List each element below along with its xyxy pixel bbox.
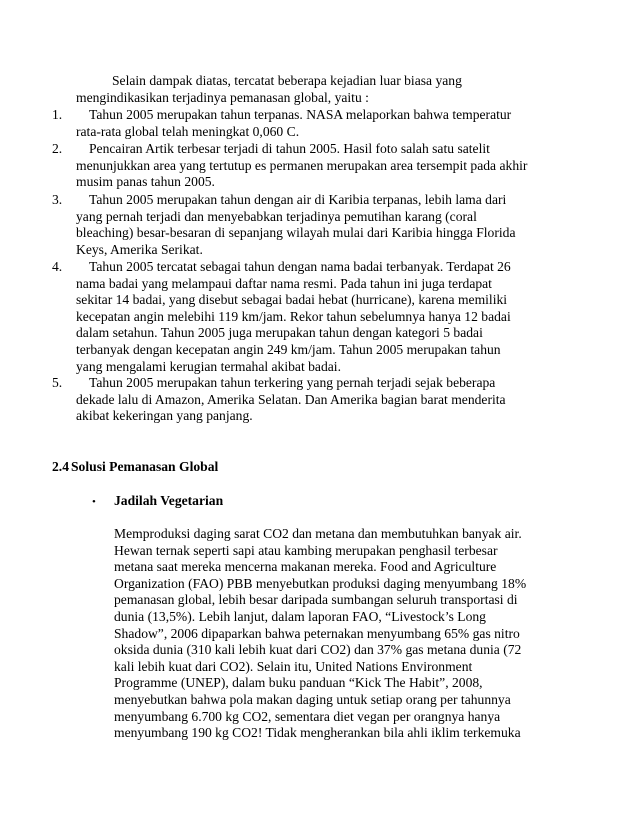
text-line: Tahun 2005 merupakan tahun terpanas. NASA melaporkan bahwa temperatur [89, 107, 512, 122]
text-line: Pencairan Artik terbesar terjadi di tahun 2005. Hasil foto salah satu satelit [89, 141, 490, 156]
bullet-icon: • [92, 496, 96, 508]
text-line: menyebutkan bahwa pola makan daging untuk setiap orang per tahunnya [114, 691, 511, 707]
text-line: pemanasan global, lebih besar daripada sumbangan seluruh transportasi di [114, 592, 518, 608]
list-item-number: 3. [52, 192, 63, 207]
list-item [52, 375, 576, 425]
text-line: dalam setahun. Tahun 2005 juga merupakan tahun dengan kategori 5 badai [76, 325, 483, 341]
text-line: yang pernah terjadi dan menyebabkan terjadinya pemutihan karang (coral [76, 208, 477, 224]
list-item-number: 2. [52, 141, 63, 156]
text-line: yang mengalami kerugian termahal akibat badai. [76, 358, 341, 374]
text-line: sekitar 14 badai, yang disebut sebagai badai hebat (hurricane), karena memiliki [76, 292, 508, 308]
list-item-number: 5. [52, 375, 63, 390]
text-line: metana saat mereka mencerna makanan mereka. Food and Agriculture [114, 559, 497, 575]
text-line: kali lebih kuat dari CO2). Selain itu, United Nations Environment [114, 658, 473, 674]
text-line: dunia (13,5%). Lebih lanjut, dalam laporan FAO, “Livestock’s Long [114, 608, 486, 624]
text-line: menunjukkan area yang tertutup es permanen merupakan area tersempit pada akhir [76, 157, 528, 173]
text-line: nama badai yang melampaui daftar nama resmi. Pada tahun ini juga terdapat [76, 275, 492, 291]
section-title: Solusi Pemanasan Global [71, 459, 219, 474]
text-line: Tahun 2005 tercatat sebagai tahun dengan nama badai terbanyak. Terdapat 26 [89, 259, 511, 274]
text-line: Tahun 2005 merupakan tahun dengan air di Karibia terpanas, lebih lama dari [89, 192, 507, 207]
text-line: Memproduksi daging sarat CO2 dan metana dan membutuhkan banyak air. [114, 526, 522, 541]
intro-paragraph [76, 73, 576, 106]
list-item [52, 259, 576, 375]
section-heading [52, 459, 218, 476]
list-item [52, 192, 576, 258]
text-line: bleaching) besar-besaran di sepanjang wilayah mulai dari Karibia hingga Florida [76, 225, 516, 241]
list-item-text [76, 375, 576, 425]
list-item [52, 141, 576, 191]
text-line: oksida dunia (310 kali lebih kuat dari CO2) dan 37% gas metana dunia (72 [114, 642, 522, 658]
list-item-text [76, 141, 576, 191]
text-line: kecepatan angin melebihi 119 km/jam. Rekor tahun sebelumnya hanya 12 badai [76, 308, 511, 324]
text-line: musim panas tahun 2005. [76, 174, 215, 190]
text-line: Hewan ternak seperti sapi atau kambing merupakan penghasil terbesar [114, 542, 498, 558]
text-line: mengindikasikan terjadinya pemanasan global, yaitu : [76, 89, 369, 105]
text-line: menyumbang 190 kg CO2! Tidak mengherankan bila ahli iklim terkemuka [114, 725, 521, 741]
text-line: Tahun 2005 merupakan tahun terkering yang pernah terjadi sejak beberapa [89, 375, 496, 390]
text-line: Keys, Amerika Serikat. [76, 241, 203, 257]
text-line: Organization (FAO) PBB menyebutkan produksi daging menyumbang 18% [114, 575, 527, 591]
text-line: akibat kekeringan yang panjang. [76, 408, 253, 424]
text-line: rata-rata global telah meningkat 0,060 C. [76, 123, 300, 139]
list-item-text [76, 192, 576, 258]
body-paragraph [114, 526, 584, 742]
text-line: dekade lalu di Amazon, Amerika Selatan. Dan Amerika bagian barat menderita [76, 391, 506, 407]
text-line: Shadow”, 2006 dipaparkan bahwa peternakan menyumbang 65% gas nitro [114, 625, 520, 641]
bullet-item [92, 493, 223, 511]
text-line: Programme (UNEP), dalam buku panduan “Kick The Habit”, 2008, [114, 675, 483, 691]
text-line: terbanyak dengan kecepatan angin 249 km/jam. Tahun 2005 merupakan tahun [76, 341, 501, 357]
text-line: Selain dampak diatas, tercatat beberapa kejadian luar biasa yang [112, 73, 462, 88]
text-line: menyumbang 6.700 kg CO2, sementara diet vegan per orangnya hanya [114, 708, 501, 724]
list-item-text [76, 107, 576, 140]
list-item-number: 4. [52, 259, 63, 274]
list-item-text [76, 259, 576, 375]
list-item-number: 1. [52, 107, 63, 122]
list-item [52, 107, 576, 140]
section-number: 2.4 [52, 459, 69, 474]
bullet-title: Jadilah Vegetarian [114, 493, 224, 508]
